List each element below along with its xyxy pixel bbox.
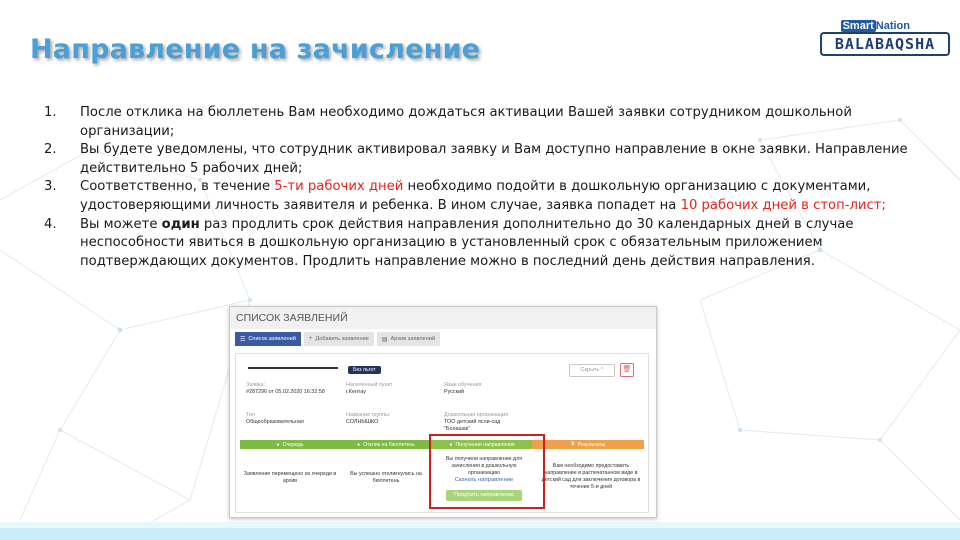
stage-label: Результаты — [577, 441, 605, 448]
hourglass-icon: ⧗ — [571, 441, 575, 447]
delete-button[interactable] — [620, 363, 634, 377]
applications-tabs — [235, 332, 440, 346]
tab-label: Список заявлений — [248, 336, 296, 342]
step-text-part: Вы можете — [80, 216, 162, 232]
applicant-name-redacted — [248, 367, 338, 369]
field-value: Общеобразовательная — [246, 419, 304, 425]
instruction-list — [44, 104, 914, 271]
field-value: #287296 от 05.02.2020 16:32:58 — [246, 389, 325, 395]
stage-queue — [240, 440, 340, 449]
stage-description: Заявление перемещено из очереди в архив — [243, 471, 337, 484]
stage-results — [532, 440, 644, 449]
tab-label: Архив заявлений — [390, 336, 436, 342]
stage-label: Получение направления — [455, 441, 515, 448]
logo-smart-text: Smart — [842, 20, 874, 32]
highlight-stoplist: 10 рабочих дней в стоп-лист; — [680, 197, 886, 213]
check-circle-icon: ● — [449, 441, 453, 448]
list-item — [44, 141, 914, 178]
field-label: Населенный пункт — [346, 382, 393, 388]
stage-description: Вам необходимо предоставить направление в распечатанном виде в детский сад для заключения договора в течение 5-и дней — [541, 463, 641, 490]
stage-description: Вы получили направление для зачисления в дошкольную организацию — [445, 456, 523, 476]
highlight-deadline: 5-ти рабочих дней — [274, 179, 404, 195]
field-group — [346, 412, 389, 426]
field-value: ТОО детский ясли-сад — [444, 419, 501, 425]
extend-referral-button[interactable]: Продлить направление — [446, 490, 522, 501]
check-circle-icon: ● — [276, 441, 280, 448]
field-label: Тип — [246, 412, 255, 418]
step-number: 4. — [44, 216, 57, 232]
step-text-part: Соответственно, в течение — [80, 179, 275, 195]
step-text: Вы будете уведомлены, что сотрудник активировал заявку и Вам доступно направление в окне заявки. Направление действительно 5 рабочих дней; — [80, 142, 908, 176]
applications-header: СПИСОК ЗАЯВЛЕНИЙ — [230, 307, 656, 329]
stage-description: Вы успешно откликнулись на бюллетень — [350, 471, 422, 484]
step-text-part: необходимо подойти в дошкольную организацию с документами, удостоверяющими личность заявителя и ребенка. В ином случае, заявка попадет на — [80, 179, 871, 213]
emphasis-once: один — [161, 216, 200, 232]
field-locality — [346, 382, 392, 396]
field-value: Русский — [444, 389, 465, 395]
highlight-box — [429, 434, 545, 509]
field-type — [246, 412, 304, 426]
field-value: СОЛНЫШКО — [346, 419, 379, 425]
list-item — [44, 104, 914, 141]
field-label: Заявка: — [246, 382, 266, 388]
step-text-part: раз продлить срок действия направления дополнительно до 30 календарных дней в случае неспособности явиться в дошкольную организацию в установленный срок с обязательным приложением подтверждающих документов. Продлить направление можно в последний день действия направления. — [80, 216, 854, 269]
balabaqsha-logo — [820, 20, 950, 56]
tab-list[interactable] — [235, 332, 301, 346]
check-circle-icon: ● — [357, 441, 361, 448]
field-organization — [444, 412, 508, 433]
list-item — [44, 216, 914, 272]
field-value: "Болашак" — [444, 426, 471, 432]
plus-icon: + — [308, 336, 313, 342]
logo-nation-text: Nation — [875, 20, 910, 32]
step-number: 3. — [44, 179, 57, 195]
trash-icon: 🗑 — [622, 366, 632, 373]
field-label: Язык обучения — [444, 382, 482, 388]
field-application — [246, 382, 325, 396]
step-number: 1. — [44, 105, 57, 120]
tab-archive[interactable] — [377, 332, 440, 346]
field-value: г.Кентау — [346, 389, 366, 395]
tab-label: Добавить заявление — [315, 336, 369, 342]
field-label: Название группы — [346, 412, 389, 418]
stage-bulletin — [340, 440, 432, 449]
benefit-badge: Без льгот — [348, 366, 381, 374]
slide-title: Направление на зачисление — [30, 34, 481, 65]
step-text: После отклика на бюллетень Вам необходимо дождаться активации Вашей заявки сотрудником дошкольной организации; — [80, 105, 852, 139]
list-icon: ☰ — [240, 336, 246, 343]
archive-icon: ▤ — [381, 336, 388, 343]
logo-main-text: BALABAQSHA — [820, 32, 950, 56]
field-language — [444, 382, 481, 396]
step-text — [80, 216, 914, 272]
list-item — [44, 178, 914, 215]
tab-add[interactable] — [304, 332, 374, 346]
step-number: 2. — [44, 142, 57, 158]
collapse-button[interactable]: Скрыть ^ — [569, 364, 615, 377]
stage-label: Отклик на бюллетень — [363, 441, 415, 448]
logo-smartnation — [841, 20, 910, 32]
download-referral-link[interactable]: Скачать направление — [454, 477, 514, 483]
stage-label: Очередь — [282, 441, 304, 448]
step-text — [80, 178, 914, 215]
field-label: Дошкольная организация — [444, 412, 508, 418]
